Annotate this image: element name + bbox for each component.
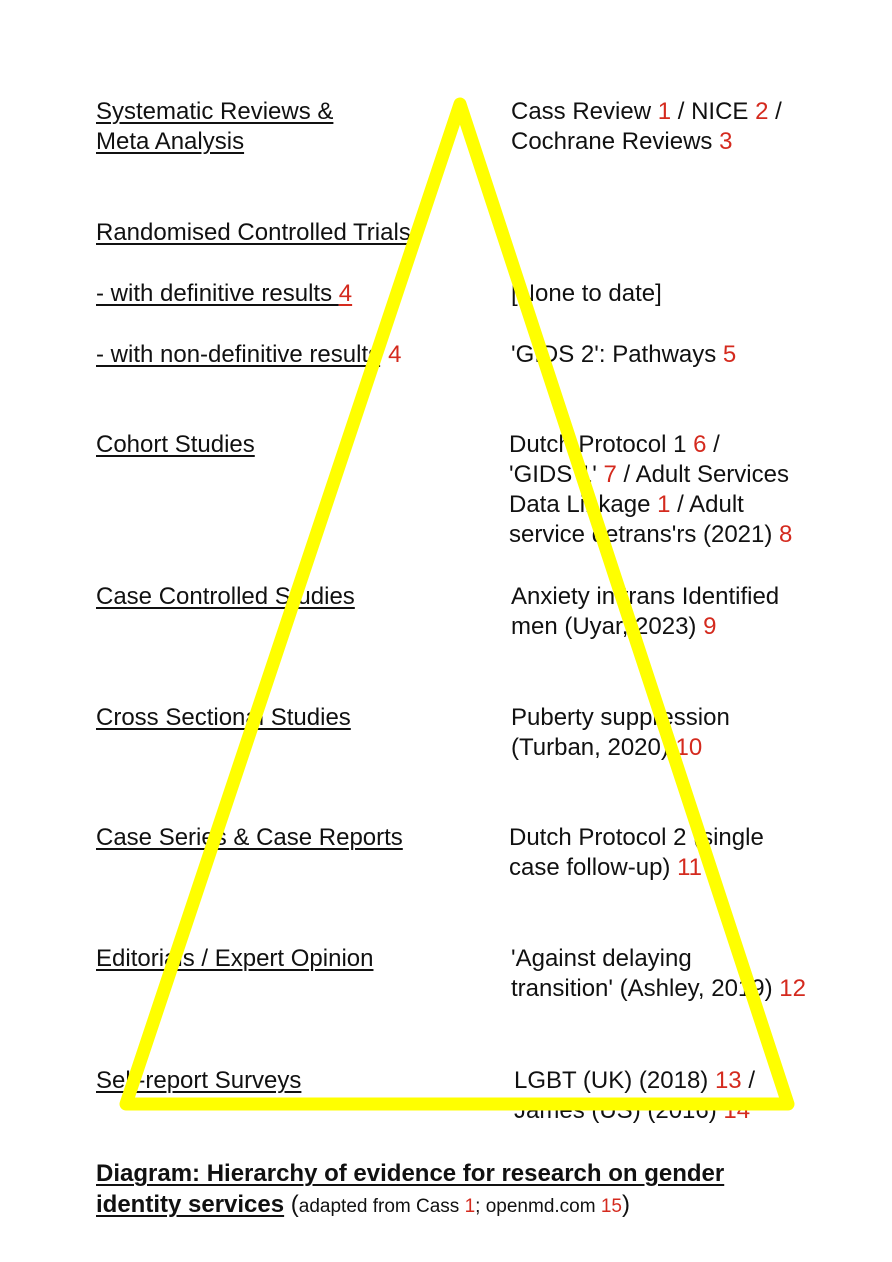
caption-title-line1: Diagram: Hierarchy of evidence for research on gender	[96, 1160, 725, 1187]
level-label-cohort	[96, 430, 255, 460]
example-text: LGBT (UK) (2018)	[514, 1067, 715, 1094]
reference-number: 9	[703, 613, 717, 640]
level-label-ref: 4	[388, 341, 402, 368]
example-text: case follow-up)	[509, 854, 678, 881]
level-examples-case-series	[509, 823, 764, 883]
example-text: transition' (Ashley, 2019)	[511, 975, 780, 1002]
example-text: Anxiety in trans Identified	[511, 583, 780, 610]
level-label-text: - with definitive results	[96, 280, 339, 307]
level-examples-editorials	[511, 944, 806, 1004]
example-line	[509, 853, 764, 883]
reference-number: 1	[657, 98, 672, 125]
example-line	[514, 1096, 755, 1126]
level-label-text: Randomised Controlled Trials:	[96, 219, 418, 246]
example-text: 'GIDS 2': Pathways	[511, 341, 723, 368]
reference-number: 5	[722, 341, 737, 368]
example-line	[511, 612, 779, 642]
example-line	[511, 974, 806, 1004]
caption-close-paren: )	[621, 1191, 630, 1218]
example-text: Cass Review	[511, 98, 658, 125]
level-examples-rct-nondefinitive	[511, 340, 736, 370]
level-examples-cohort	[509, 430, 792, 550]
example-text: Puberty suppression	[511, 704, 730, 731]
caption-source-pre: adapted from Cass	[298, 1196, 465, 1217]
level-label-rct	[96, 218, 417, 248]
caption-ref-1: 1	[464, 1196, 476, 1217]
example-text: Cochrane Reviews	[511, 128, 720, 155]
caption-source-mid: ; openmd.com	[475, 1196, 601, 1217]
level-label-text: - with non-definitive results	[96, 341, 381, 368]
level-label-editorials	[96, 944, 373, 974]
reference-number: 10	[675, 734, 703, 761]
level-label-text: Self-report Surveys	[96, 1067, 302, 1094]
example-text: (Turban, 2020)	[511, 734, 676, 761]
level-label-ref: 4	[338, 280, 353, 307]
example-text: /	[741, 1067, 755, 1094]
level-label-cross-sectional	[96, 703, 351, 733]
example-text: Dutch Protocol 2 (single	[509, 824, 764, 851]
level-label-text: Meta Analysis	[96, 128, 245, 155]
level-examples-surveys	[514, 1066, 755, 1126]
caption-open-paren: (	[284, 1191, 299, 1218]
level-examples-case-controlled	[511, 582, 779, 642]
level-label-text: Systematic Reviews &	[96, 98, 334, 125]
example-text: James (US) (2016)	[514, 1097, 724, 1124]
level-label-case-series	[96, 823, 403, 853]
example-text: Data Linkage	[509, 491, 658, 518]
reference-number: 2	[755, 98, 769, 125]
reference-number: 14	[723, 1097, 751, 1124]
reference-number: 3	[719, 128, 733, 155]
level-label-text: Case Series & Case Reports	[96, 824, 403, 851]
level-examples-rct-definitive	[511, 279, 662, 309]
example-line	[509, 430, 792, 460]
example-text: service detrans'rs (2021)	[509, 521, 780, 548]
level-examples-cross-sectional	[511, 703, 730, 763]
example-line	[511, 944, 806, 974]
example-line	[509, 460, 792, 490]
reference-number: 8	[779, 521, 793, 548]
example-text: / Adult	[670, 491, 744, 518]
example-line	[511, 279, 662, 309]
example-text: /	[768, 98, 782, 125]
example-text: / Adult Services	[616, 461, 789, 488]
level-examples-systematic	[511, 97, 782, 157]
level-label-text: Cross Sectional Studies	[96, 704, 351, 731]
reference-number: 1	[657, 491, 671, 518]
level-label-rct-nondefinitive	[96, 340, 401, 370]
level-label-rct-definitive	[96, 279, 352, 309]
example-text: [None to date]	[511, 280, 662, 307]
level-label-systematic	[96, 97, 333, 157]
example-line	[511, 582, 779, 612]
example-text: men (Uyar, 2023)	[511, 613, 704, 640]
level-label-text: Cohort Studies	[96, 431, 255, 458]
level-label-text: Case Controlled Studies	[96, 583, 355, 610]
example-line	[514, 1066, 755, 1096]
example-line	[511, 340, 736, 370]
reference-number: 7	[603, 461, 617, 488]
example-text: 'Against delaying	[511, 945, 692, 972]
example-line	[509, 823, 764, 853]
reference-number: 12	[779, 975, 806, 1002]
reference-number: 11	[677, 854, 702, 881]
example-text: / NICE	[671, 98, 756, 125]
level-label-surveys	[96, 1066, 301, 1096]
example-text: /	[706, 431, 720, 458]
example-line	[511, 733, 730, 763]
reference-number: 6	[693, 431, 707, 458]
caption-ref-15: 15	[600, 1196, 622, 1217]
diagram-caption	[96, 1158, 724, 1222]
caption-title-line2: identity services	[96, 1191, 285, 1218]
example-line	[509, 490, 792, 520]
level-label-case-controlled	[96, 582, 355, 612]
example-text: Dutch Protocol 1	[509, 431, 694, 458]
example-line	[511, 97, 782, 127]
reference-number: 13	[714, 1067, 742, 1094]
example-line	[511, 703, 730, 733]
example-line	[511, 127, 782, 157]
example-text: 'GIDS 1'	[509, 461, 604, 488]
example-line	[509, 520, 792, 550]
level-label-text: Editorials / Expert Opinion	[96, 945, 374, 972]
